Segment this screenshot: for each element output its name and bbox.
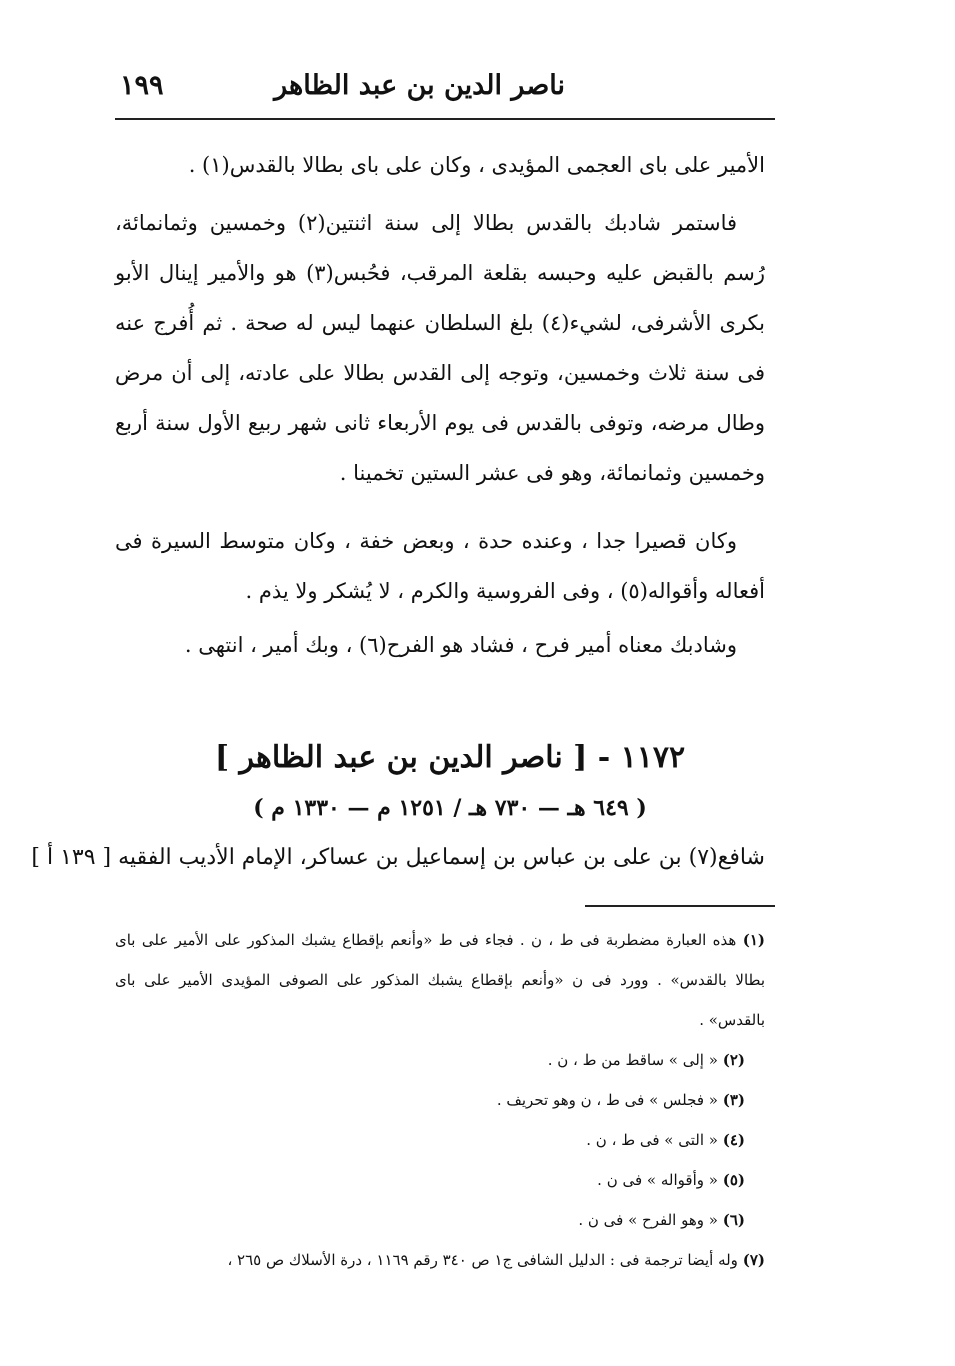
footnotes <box>115 920 765 1280</box>
footnote-marker: (٣) <box>722 1091 745 1109</box>
footnote-text: « إلى » ساقط من ط ، ن . <box>547 1051 718 1069</box>
paragraph: فاستمر شادبك بالقدس بطالا إلى سنة اثنتين(٢) وخمسين وثمانمائة، رُسم بالقبض عليه وحبسه بقلعة المرقب، فحُبس(٣) هو والأمير إينال الأبو بكرى الأشرفى، لشيء(٤) بلغ السلطان عنهما ليس له صحة . ثم أُفرج عنه فى سنة ثلاث وخمسين، وتوجه إلى القدس بطالا على عادته، إلى أن مرض وطال مرضه، وتوفى بالقدس فى يوم الأربعاء ثانى شهر ربيع الأول سنة أربع وخمسين وثمانمائة، وهو فى عشر الستين تخمينا . <box>115 211 765 485</box>
page-number: ١٩٩ <box>120 70 164 101</box>
footnote-text: هذه العبارة مضطربة فى ط ، ن . فجاء فى ط «وأنعم بإقطاع يشبك المذكور على الأمير على باى بطالا بالقدس» . وورد فى ن «وأنعم بإقطاع يشبك المذكور على الصوفى المؤيدى الأمير على باى بالقدس» . <box>115 931 765 1029</box>
footnote-marker: (٥) <box>722 1171 745 1189</box>
footnote-text: « وهو الفرح » فى ن . <box>578 1211 718 1229</box>
footnote-text: « التى » فى ط ، ن . <box>586 1131 718 1149</box>
footnote <box>115 1200 765 1240</box>
paragraph: وشادبك معناه أمير فرح ، فشاد هو الفرح(٦) ، وبك أمير ، انتهى . <box>184 633 737 657</box>
footnote <box>115 1160 765 1200</box>
running-title: ناصر الدين بن عبد الظاهر <box>274 70 565 101</box>
footnote <box>115 1040 765 1080</box>
footnote-text: « فجلس » فى ط ، ن وهو تحريف . <box>496 1091 718 1109</box>
main-text <box>115 140 765 670</box>
footnotes-rule <box>585 905 775 907</box>
paragraph: الأمير على باى العجمى المؤيدى ، وكان على باى بطالا بالقدس(١) . <box>188 153 765 177</box>
footnote-marker: (٧) <box>742 1251 765 1269</box>
footnote-text: وله أيضا ترجمة فى : الدليل الشافى ج١ ص ٣٤٠ رقم ١١٦٩ ، درة الأسلاك ص ٢٦٥ ، <box>227 1251 738 1269</box>
footnote-text: « وأقواله » فى ن . <box>597 1171 718 1189</box>
page-header <box>120 70 770 110</box>
entry-first-line: شافع(٧) بن على بن عباس بن إسماعيل بن عساكر، الإمام الأديب الفقيه [ ١٣٩ أ ] <box>31 845 765 870</box>
header-rule <box>115 118 775 120</box>
footnote <box>115 1120 765 1160</box>
entry-heading: ١١٧٢ - [ ناصر الدين بن عبد الظاهر ] <box>214 740 686 775</box>
footnote-marker: (٤) <box>722 1131 745 1149</box>
footnote <box>115 1080 765 1120</box>
entry-dates: ( ٦٤٩ هـ — ٧٣٠ هـ / ١٢٥١ م — ١٣٣٠ م ) <box>253 795 647 821</box>
footnote <box>115 1240 765 1280</box>
footnote-marker: (١) <box>742 931 765 949</box>
footnote-marker: (٦) <box>722 1211 745 1229</box>
footnote <box>115 920 765 1040</box>
paragraph: وكان قصيرا جدا ، وعنده حدة ، وبعض خفة ، وكان متوسط السيرة فى أفعاله وأقواله(٥) ، وفى الفروسية والكرم ، لا يُشكر ولا يذم . <box>115 529 765 603</box>
footnote-marker: (٢) <box>722 1051 745 1069</box>
